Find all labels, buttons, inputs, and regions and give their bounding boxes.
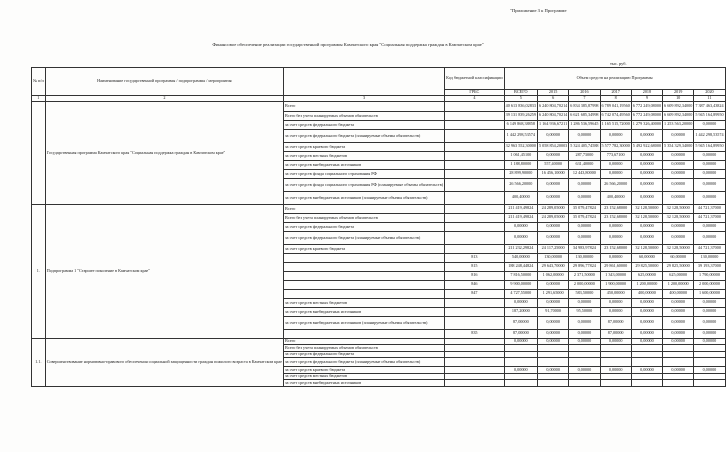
- amount-cell: 0,00000: [663, 169, 694, 178]
- amount-cell: 6 772 249,08000: [631, 111, 662, 120]
- funding-source-label: [284, 280, 445, 289]
- section-name: Государственная программа Камчатского края "Социальная поддержка граждан в Камчатском крае": [45, 101, 283, 204]
- amount-cell: 44 721,37000: [694, 244, 725, 253]
- amount-cell: 625,00000: [631, 271, 662, 280]
- amount-cell: 0,00000: [631, 191, 662, 204]
- amount-cell: 0,00000: [631, 329, 662, 338]
- amount-cell: 0,00000: [694, 191, 725, 204]
- amount-cell: 0,00000: [694, 298, 725, 307]
- amount-cell: 0,00000: [663, 307, 694, 316]
- column-number: 3: [284, 96, 445, 102]
- col-header-num: № п/п: [32, 68, 46, 96]
- funding-source-label: за счет средств местных бюджетов: [284, 373, 445, 380]
- amount-cell: 1 442 298,53574: [504, 129, 537, 142]
- grbs-code: [445, 316, 505, 329]
- amount-cell: 0,00000: [537, 191, 568, 204]
- amount-cell: 1 061,45100: [504, 151, 537, 160]
- amount-cell: 2 000,00000: [569, 280, 600, 289]
- grbs-code: [445, 151, 505, 160]
- amount-cell: 0,00000: [504, 367, 537, 374]
- amount-cell: 130,00000: [569, 253, 600, 262]
- amount-cell: [537, 380, 568, 387]
- amount-cell: 0,00000: [569, 298, 600, 307]
- amount-cell: [694, 358, 725, 367]
- amount-cell: 2 000,00000: [694, 280, 725, 289]
- amount-cell: [569, 380, 600, 387]
- grbs-code: 847: [445, 289, 505, 298]
- amount-cell: 0,00000: [537, 280, 568, 289]
- amount-cell: 6 621 685,34998: [569, 111, 600, 120]
- grbs-code: 813: [445, 253, 505, 262]
- amount-cell: 32 128,50000: [663, 213, 694, 222]
- funding-source-label: за счет средств внебюджетных источников: [284, 380, 445, 387]
- col-header-year: 2018: [631, 90, 662, 96]
- amount-cell: 400,00000: [631, 289, 662, 298]
- amount-cell: 60,00000: [631, 253, 662, 262]
- amount-cell: 29 825,50000: [663, 262, 694, 271]
- amount-cell: 0,00000: [631, 222, 662, 231]
- amount-cell: 188 248,44824: [504, 262, 537, 271]
- amount-cell: 16 456,10000: [537, 169, 568, 178]
- amount-cell: 0,00000: [600, 253, 631, 262]
- amount-cell: 5 354 329,34000: [663, 142, 694, 151]
- grbs-code: [445, 358, 505, 367]
- funding-source-label: за счет средств внебюджетных источников: [284, 160, 445, 169]
- funding-source-label: за счет средств внебюджетных источников (планируемые объемы обязательств): [284, 191, 445, 204]
- amount-cell: 5 945 164,89950: [694, 111, 725, 120]
- amount-cell: 0,00000: [663, 298, 694, 307]
- funding-source-label: [284, 262, 445, 271]
- amount-cell: 0,00000: [694, 160, 725, 169]
- amount-cell: 1 200,00000: [631, 280, 662, 289]
- table-row: [32, 101, 726, 111]
- amount-cell: 0,00000: [600, 169, 631, 178]
- amount-cell: [504, 358, 537, 367]
- amount-cell: 23 152,68000: [600, 213, 631, 222]
- amount-cell: 0,00000: [663, 338, 694, 345]
- amount-cell: 1 600,00000: [694, 289, 725, 298]
- grbs-code: [445, 178, 505, 191]
- amount-cell: 0,00000: [537, 367, 568, 374]
- amount-cell: [600, 380, 631, 387]
- amount-cell: 4 727,55000: [504, 289, 537, 298]
- grbs-code: [445, 307, 505, 316]
- amount-cell: 0,00000: [631, 129, 662, 142]
- amount-cell: 0,00000: [569, 338, 600, 345]
- finance-table: [31, 67, 726, 387]
- funding-source-label: за счет средств федерального бюджета: [284, 120, 445, 129]
- amount-cell: 32 128,50000: [631, 204, 662, 213]
- amount-cell: 32 128,50000: [663, 244, 694, 253]
- header-row: [32, 68, 726, 90]
- amount-cell: 211 419,49824: [504, 204, 537, 213]
- amount-cell: 60,00000: [663, 253, 694, 262]
- amount-cell: 0,00000: [600, 367, 631, 374]
- col-header-year: ВСЕГО: [504, 90, 537, 96]
- amount-cell: 6 149 868,38858: [504, 120, 537, 129]
- amount-cell: 0,00000: [537, 338, 568, 345]
- amount-cell: 0,00000: [631, 307, 662, 316]
- amount-cell: 0,00000: [631, 169, 662, 178]
- grbs-code: [445, 191, 505, 204]
- amount-cell: 0,00000: [569, 231, 600, 244]
- amount-cell: [694, 380, 725, 387]
- amount-cell: 0,00000: [694, 316, 725, 329]
- amount-cell: 23 152,68000: [600, 244, 631, 253]
- section-number: [32, 101, 46, 204]
- amount-cell: 39 131 839,26259: [504, 111, 537, 120]
- amount-cell: 44 721,37000: [694, 204, 725, 213]
- funding-source-label: за счет средств внебюджетных источников: [284, 307, 445, 316]
- col-header-blank: [284, 68, 445, 96]
- amount-cell: [504, 380, 537, 387]
- amount-cell: 0,00000: [663, 151, 694, 160]
- amount-cell: 6 240 804,70214: [537, 111, 568, 120]
- amount-cell: 5 492 922,68000: [631, 142, 662, 151]
- amount-cell: 23 152,68000: [600, 204, 631, 213]
- column-number: 9: [631, 96, 662, 102]
- amount-cell: 0,00000: [569, 329, 600, 338]
- funding-source-label: за счет средств местных бюджетов: [284, 151, 445, 160]
- col-header-name: Наименование государственной программы / подпрограммы / мероприятия: [45, 68, 283, 96]
- amount-cell: 0,00000: [694, 120, 725, 129]
- amount-cell: 32 963 552,30000: [504, 142, 537, 151]
- section-name: Подпрограмма 1 "Старшее поколение в Камчатском крае": [45, 204, 283, 338]
- amount-cell: 1 200,00000: [663, 280, 694, 289]
- amount-cell: 0,00000: [569, 129, 600, 142]
- amount-cell: 0,00000: [504, 338, 537, 345]
- funding-source-label: за счет средств местных бюджетов: [284, 298, 445, 307]
- appendix-label: "Приложение 3 к Программе: [510, 8, 567, 13]
- amount-cell: 0,00000: [504, 222, 537, 231]
- funding-source-label: за счет средств краевого бюджета: [284, 142, 445, 151]
- amount-cell: 0,00000: [694, 151, 725, 160]
- amount-cell: 39 193,37000: [694, 262, 725, 271]
- section-name: Совершенствование нормативно-правового обеспечения социальной защищенности граждан пожилого возраста в Камчатском крае: [45, 338, 283, 386]
- grbs-code: [445, 101, 505, 111]
- amount-cell: 0,00000: [694, 231, 725, 244]
- amount-cell: 0,00000: [537, 298, 568, 307]
- amount-cell: 1 164 936,67211: [537, 120, 568, 129]
- amount-cell: 0,00000: [631, 151, 662, 160]
- amount-cell: 1 279 326,40000: [631, 120, 662, 129]
- col-header-year: 2019: [663, 90, 694, 96]
- amount-cell: 0,00000: [600, 222, 631, 231]
- amount-cell: [663, 358, 694, 367]
- amount-cell: 130,00000: [537, 253, 568, 262]
- amount-cell: 0,00000: [694, 307, 725, 316]
- funding-source-label: за счет средств федерального бюджета (планируемые объемы обязательств): [284, 358, 445, 367]
- amount-cell: 1 062,00000: [537, 271, 568, 280]
- grbs-code: 816: [445, 271, 505, 280]
- amount-cell: [631, 358, 662, 367]
- grbs-code: [445, 169, 505, 178]
- amount-cell: 0,00000: [537, 222, 568, 231]
- column-number: 5: [504, 96, 537, 102]
- amount-cell: 6 240 804,70214: [537, 101, 568, 111]
- amount-cell: 0,00000: [569, 316, 600, 329]
- amount-cell: 0,00000: [537, 329, 568, 338]
- amount-cell: 557,40000: [537, 160, 568, 169]
- amount-cell: 0,00000: [569, 367, 600, 374]
- amount-cell: 0,00000: [600, 231, 631, 244]
- amount-cell: 130,00000: [694, 253, 725, 262]
- amount-cell: 0,00000: [600, 298, 631, 307]
- amount-cell: 400,00000: [663, 289, 694, 298]
- funding-source-label: за счет средств федерального бюджета (планируемые объемы обязательств): [284, 129, 445, 142]
- section-number: 1.: [32, 204, 46, 338]
- amount-cell: 0,00000: [663, 178, 694, 191]
- amount-cell: 24 117,25000: [537, 244, 568, 253]
- amount-cell: 29 643,70000: [537, 262, 568, 271]
- amount-cell: 6 772 249,08000: [631, 101, 662, 111]
- amount-cell: 29 861,60000: [600, 262, 631, 271]
- amount-cell: 0,00000: [694, 178, 725, 191]
- amount-cell: 32 128,50000: [631, 213, 662, 222]
- grbs-code: 815: [445, 262, 505, 271]
- amount-cell: 87,00000: [600, 316, 631, 329]
- col-header-year: 2015: [537, 90, 568, 96]
- amount-cell: [569, 358, 600, 367]
- amount-cell: 0,00000: [569, 191, 600, 204]
- amount-cell: 95,50000: [569, 307, 600, 316]
- amount-cell: 0,00000: [631, 367, 662, 374]
- amount-cell: [663, 380, 694, 387]
- amount-cell: 450,00000: [600, 289, 631, 298]
- amount-cell: 5 324 405,74588: [569, 142, 600, 151]
- funding-source-label: Всего: [284, 338, 445, 345]
- amount-cell: 7 816,50000: [504, 271, 537, 280]
- amount-cell: 87,00000: [504, 329, 537, 338]
- grbs-code: [445, 244, 505, 253]
- amount-cell: 0,00000: [504, 298, 537, 307]
- amount-cell: 540,00000: [504, 253, 537, 262]
- amount-cell: 1 900,00000: [600, 280, 631, 289]
- amount-cell: 0,00000: [600, 307, 631, 316]
- column-number: 2: [45, 96, 283, 102]
- amount-cell: 0,00000: [663, 129, 694, 142]
- amount-cell: 1 442 298,53574: [694, 129, 725, 142]
- col-header-grbs: ГРБС: [445, 90, 505, 96]
- amount-cell: 0,00000: [694, 329, 725, 338]
- amount-cell: 0,00000: [631, 298, 662, 307]
- funding-source-label: за счет средств федерального бюджета (планируемые объемы обязательств): [284, 231, 445, 244]
- funding-source-label: за счет средств краевого бюджета: [284, 244, 445, 253]
- amount-cell: 6 609 892,34000: [663, 101, 694, 111]
- amount-cell: 0,00000: [663, 191, 694, 204]
- amount-cell: 29 825,50000: [631, 262, 662, 271]
- amount-cell: 5 945 164,89950: [694, 142, 725, 151]
- amount-cell: 26 566,20000: [504, 178, 537, 191]
- funding-source-label: [284, 271, 445, 280]
- amount-cell: 0,00000: [569, 222, 600, 231]
- amount-cell: 0,00000: [537, 231, 568, 244]
- amount-cell: 91,70000: [537, 307, 568, 316]
- funding-source-label: за счет средств краевого бюджета: [284, 367, 445, 374]
- amount-cell: 211 419,49824: [504, 213, 537, 222]
- funding-source-label: за счет средств федерального бюджета: [284, 222, 445, 231]
- grbs-code: [445, 380, 505, 387]
- amount-cell: 0,00000: [600, 338, 631, 345]
- amount-cell: 0,00000: [504, 231, 537, 244]
- col-header-year: 2017: [600, 90, 631, 96]
- funding-source-label: за счет средств фонда социального страхования РФ (планируемые объемы обязательств): [284, 178, 445, 191]
- amount-cell: 9 900,00000: [504, 280, 537, 289]
- amount-cell: 7 387 463,43824: [694, 101, 725, 111]
- amount-cell: 1 343,00000: [600, 271, 631, 280]
- amount-cell: [600, 358, 631, 367]
- grbs-code: [445, 142, 505, 151]
- amount-cell: 0,00000: [631, 316, 662, 329]
- amount-cell: 28 899,90000: [504, 169, 537, 178]
- amount-cell: 5 577 782,30000: [600, 142, 631, 151]
- column-number: 1: [32, 96, 46, 102]
- column-number: 7: [569, 96, 600, 102]
- funding-source-label: Всего без учета планируемых объемов обязательств: [284, 213, 445, 222]
- amount-cell: 773,67100: [600, 151, 631, 160]
- amount-cell: 87,00000: [600, 329, 631, 338]
- amount-cell: 6 742 074,49560: [600, 111, 631, 120]
- amount-cell: 12 443,80000: [569, 169, 600, 178]
- amount-cell: 1 188,80000: [504, 160, 537, 169]
- amount-cell: 0,00000: [694, 169, 725, 178]
- amount-cell: 1 291,65000: [537, 289, 568, 298]
- amount-cell: 211 232,29824: [504, 244, 537, 253]
- amount-cell: 1 165 515,72000: [600, 120, 631, 129]
- amount-cell: [631, 380, 662, 387]
- grbs-code: [445, 231, 505, 244]
- funding-source-label: за счет средств внебюджетных источников (планируемые объемы обязательств): [284, 316, 445, 329]
- amount-cell: 40 613 836,02833: [504, 101, 537, 111]
- grbs-code: [445, 222, 505, 231]
- document-title: Финансовое обеспечение реализации государственной программы Камчатского края "Социальная поддержка граждан в Камчатском крае": [212, 42, 484, 47]
- amount-cell: 0,00000: [694, 367, 725, 374]
- amount-cell: 34 983,97824: [569, 244, 600, 253]
- amount-cell: 0,00000: [537, 151, 568, 160]
- funding-source-label: Всего без учета планируемых объемов обязательств: [284, 345, 445, 352]
- amount-cell: 0,00000: [631, 160, 662, 169]
- column-number: 11: [694, 96, 725, 102]
- amount-cell: 0,00000: [663, 160, 694, 169]
- amount-cell: 625,00000: [663, 271, 694, 280]
- amount-cell: 631,40000: [569, 160, 600, 169]
- grbs-code: [445, 213, 505, 222]
- grbs-code: [445, 160, 505, 169]
- funding-source-label: [284, 253, 445, 262]
- amount-cell: 0,00000: [631, 178, 662, 191]
- col-header-volume: Объем средств на реализацию Программы: [504, 68, 725, 90]
- funding-source-label: [284, 329, 445, 338]
- amount-cell: 6 834 385,87998: [569, 101, 600, 111]
- table-row: [32, 204, 726, 213]
- grbs-code: 835: [445, 329, 505, 338]
- amount-cell: 0,00000: [663, 316, 694, 329]
- col-header-year: 2016: [569, 90, 600, 96]
- amount-cell: 35 079,47824: [569, 204, 600, 213]
- column-number: 6: [537, 96, 568, 102]
- amount-cell: 24 289,05000: [537, 204, 568, 213]
- amount-cell: 0,00000: [663, 329, 694, 338]
- section-number: 1.1.: [32, 338, 46, 386]
- amount-cell: 44 721,37000: [694, 213, 725, 222]
- amount-cell: 0,00000: [569, 178, 600, 191]
- amount-cell: 0,00000: [663, 231, 694, 244]
- column-number: 4: [445, 96, 505, 102]
- grbs-code: 846: [445, 280, 505, 289]
- amount-cell: 0,00000: [600, 160, 631, 169]
- amount-cell: 6 609 892,34000: [663, 111, 694, 120]
- amount-cell: 0,00000: [537, 178, 568, 191]
- funding-source-label: за счет средств федерального бюджета: [284, 351, 445, 358]
- amount-cell: 0,00000: [631, 338, 662, 345]
- amount-cell: [537, 358, 568, 367]
- amount-cell: 583,50000: [569, 289, 600, 298]
- amount-cell: 24 289,05000: [537, 213, 568, 222]
- col-header-code: Код бюджетной классификации: [445, 68, 505, 90]
- grbs-code: [445, 120, 505, 129]
- amount-cell: 0,00000: [663, 367, 694, 374]
- grbs-code: [445, 298, 505, 307]
- amount-cell: 0,00000: [600, 129, 631, 142]
- grbs-code: [445, 111, 505, 120]
- funding-source-label: за счет средств фонда социального страхования РФ: [284, 169, 445, 178]
- funding-source-label: Всего: [284, 101, 445, 111]
- amount-cell: 400,40000: [600, 191, 631, 204]
- amount-cell: 0,00000: [694, 222, 725, 231]
- unit-label: тыс. руб.: [610, 61, 627, 66]
- grbs-code: [445, 129, 505, 142]
- amount-cell: 2 371,50000: [569, 271, 600, 280]
- column-number: 8: [600, 96, 631, 102]
- amount-cell: 1 253 563,20000: [663, 120, 694, 129]
- amount-cell: 0,00000: [663, 222, 694, 231]
- amount-cell: 1 286 536,59645: [569, 120, 600, 129]
- amount-cell: 29 896,77824: [569, 262, 600, 271]
- funding-source-label: [284, 289, 445, 298]
- amount-cell: 1 790,00000: [694, 271, 725, 280]
- amount-cell: 0,00000: [694, 338, 725, 345]
- amount-cell: 0,00000: [537, 129, 568, 142]
- amount-cell: 32 128,50000: [631, 244, 662, 253]
- amount-cell: 187,20000: [504, 307, 537, 316]
- amount-cell: 0,00000: [631, 231, 662, 244]
- amount-cell: 32 128,50000: [663, 204, 694, 213]
- funding-source-label: Всего: [284, 204, 445, 213]
- grbs-code: [445, 204, 505, 213]
- amount-cell: 87,00000: [504, 316, 537, 329]
- amount-cell: 6 789 041,19560: [600, 101, 631, 111]
- amount-cell: 0,00000: [537, 316, 568, 329]
- amount-cell: 35 079,47824: [569, 213, 600, 222]
- amount-cell: 287,73000: [569, 151, 600, 160]
- amount-cell: 26 566,20000: [600, 178, 631, 191]
- column-number: 10: [663, 96, 694, 102]
- amount-cell: 400,40000: [504, 191, 537, 204]
- amount-cell: 5 058 854,20003: [537, 142, 568, 151]
- funding-source-label: Всего без учета планируемых объемов обязательств: [284, 111, 445, 120]
- col-header-year: 2020: [694, 90, 725, 96]
